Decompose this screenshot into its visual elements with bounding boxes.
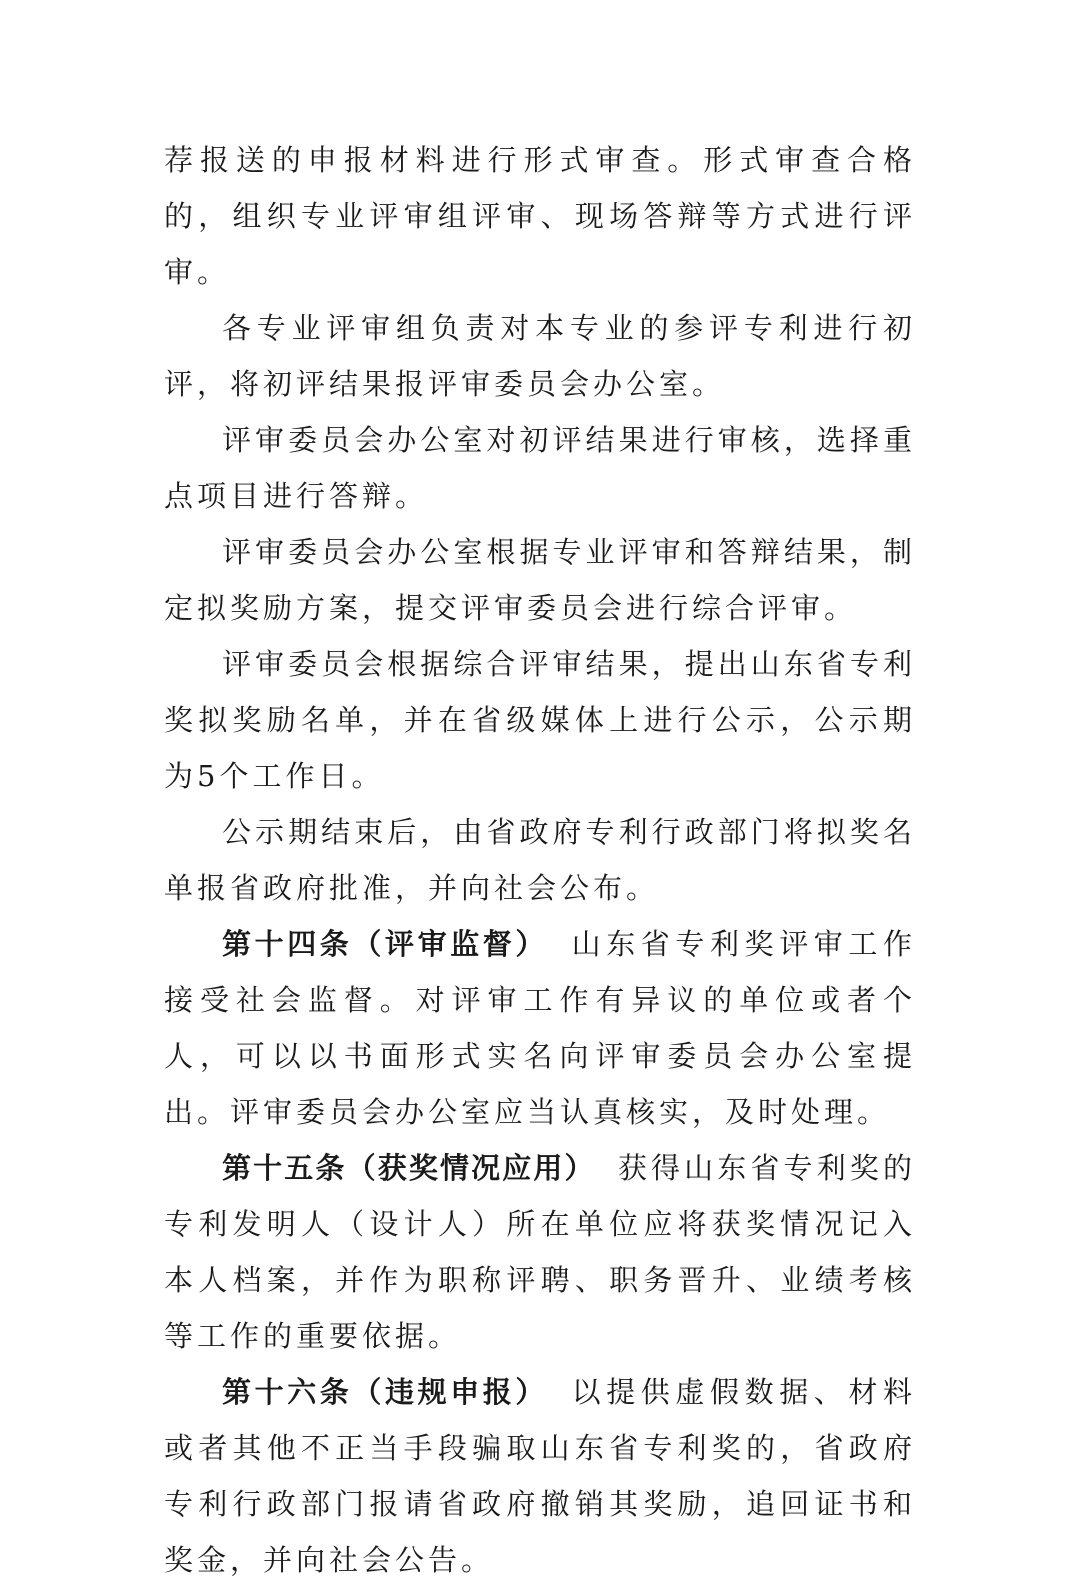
article-14 (164, 916, 916, 1140)
article-16-title: 第十六条（违规申报） (222, 1375, 548, 1409)
paragraph-initial-review: 各专业评审组负责对本专业的参评专利进行初评，将初评结果报评审委员会办公室。 (164, 311, 916, 401)
paragraph-publication: 公示期结束后，由省政府专利行政部门将拟奖名单报省政府批准，并向社会公布。 (164, 815, 916, 905)
article-15 (164, 1140, 916, 1364)
article-14-text: 山东省专利奖评审工作接受社会监督。对评审工作有异议的单位或者个人，可以以书面形式实名向评审委员会办公室提出。评审委员会办公室应当认真核实，及时处理。 (164, 927, 916, 1129)
article-14-title: 第十四条（评审监督） (222, 927, 548, 961)
paragraph-award-plan: 评审委员会办公室根据专业评审和答辩结果，制定拟奖励方案，提交评审委员会进行综合评审。 (164, 535, 916, 625)
paragraph-award-list: 评审委员会根据综合评审结果，提出山东省专利奖拟奖励名单，并在省级媒体上进行公示，公示期为5个工作日。 (164, 647, 916, 793)
article-15-text: 获得山东省专利奖的专利发明人（设计人）所在单位应将获奖情况记入本人档案，并作为职称评聘、职务晋升、业绩考核等工作的重要依据。 (164, 1151, 916, 1353)
article-15-title: 第十五条（获奖情况应用） (222, 1151, 596, 1185)
paragraph-office-review: 评审委员会办公室对初评结果进行审核，选择重点项目进行答辩。 (164, 423, 916, 513)
article-16-text: 以提供虚假数据、材料或者其他不正当手段骗取山东省专利奖的，省政府专利行政部门报请省政府撤销其奖励，追回证书和奖金，并向社会公告。 (164, 1375, 916, 1577)
document-page (164, 132, 916, 1588)
paragraph-continued: 荐报送的申报材料进行形式审查。形式审查合格的，组织专业评审组评审、现场答辩等方式进行评审。 (164, 143, 916, 289)
article-16 (164, 1364, 916, 1588)
